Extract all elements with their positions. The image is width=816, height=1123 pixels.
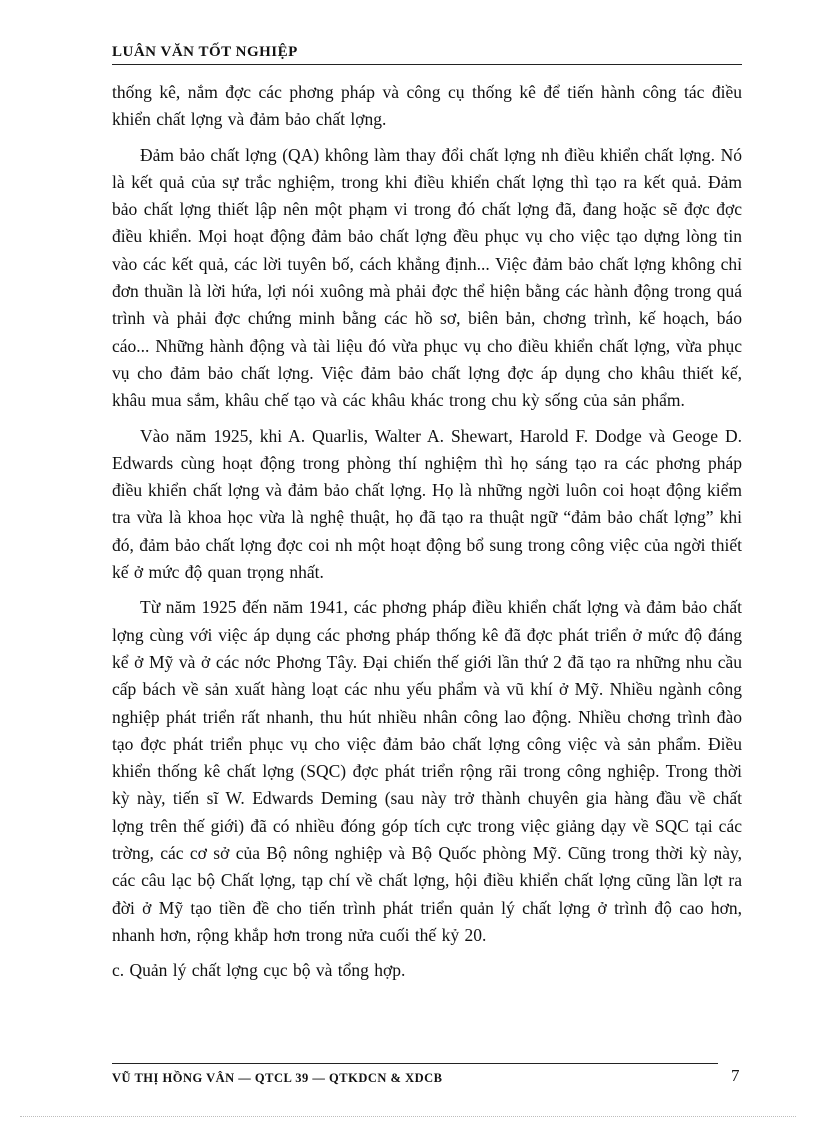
section-heading: c. Quản lý chất lợng cục bộ và tổng hợp.	[112, 960, 406, 981]
header-title: LUÂN VĂN TỐT NGHIỆP	[112, 44, 298, 60]
paragraph-history-1925-1941: Từ năm 1925 đến năm 1941, các phơng pháp điều khiển chất lợng và đảm bảo chất lợng cùng với việc áp dụng các phơng pháp thống kê đã đợc phát triển ở mức độ đáng kể ở Mỹ và ở các nớc Phơng Tây. Đại chiến thế giới lần thứ 2 đã tạo ra những nhu cầu cấp bách về sản xuất hàng loạt các nhu yếu phẩm và vũ khí ở Mỹ. Nhiều ngành công nghiệp phát triển rất nhanh, thu hút nhiều nhân công lao động. Nhiều chơng trình đào tạo đợc phát triển phục vụ cho việc đảm bảo chất lợng công việc và sản phẩm. Điều khiển thống kê chất lợng (SQC) đợc phát triển rộng rãi trong công nghiệp. Trong thời kỳ này, tiến sĩ W. Edwards Deming (sau này trở thành chuyên gia hàng đầu về chất lợng trên thế giới) đã có nhiều đóng góp tích cực trong việc giảng dạy về SQC tại các trờng, các cơ sở của Bộ nông nghiệp và Bộ Quốc phòng Mỹ. Cũng trong thời kỳ này, các câu lạc bộ Chất lợng, tạp chí về chất lợng, hội điều khiển chất lợng cũng lần lợt ra đời ở Mỹ tạo tiền đề cho tiến trình phát triển quản lý chất lợng ở trình độ cao hơn, nhanh hơn, rộng khắp hơn trong nửa cuối thế kỷ 20.	[112, 597, 742, 945]
footer-author-line: VŨ THỊ HỒNG VÂN — QTCL 39 — QTKDCN & XDCB	[112, 1071, 443, 1085]
paragraph-history-1925: Vào năm 1925, khi A. Quarlis, Walter A. Shewart, Harold F. Dodge và Geoge D. Edwards cùng hoạt động trong phòng thí nghiệm thì họ sáng tạo ra các phơng pháp điều khiển chất lợng và đảm bảo chất lợng. Họ là những ngời luôn coi hoạt động kiểm tra vừa là khoa học vừa là nghệ thuật, họ đã tạo ra thuật ngữ “đảm bảo chất lợng” khi đó, đảm bảo chất lợng đợc coi nh một hoạt động bổ sung trong công việc của ngời thiết kế ở mức độ quan trọng nhất.	[112, 425, 742, 583]
document-body	[112, 79, 742, 993]
footer-divider	[112, 1063, 718, 1064]
page-header	[112, 44, 742, 65]
page-edge-divider	[20, 1116, 796, 1117]
page-number: 7	[731, 1066, 740, 1085]
paragraph-qa-definition: Đảm bảo chất lợng (QA) không làm thay đổi chất lợng nh điều khiển chất lợng. Nó là kết quả của sự trắc nghiệm, trong khi điều khiển chất lợng thì tạo ra kết quả. Đảm bảo chất lợng thiết lập nên một phạm vi trong đó chất lợng đã, đang hoặc sẽ đợc đợc điều khiển. Mọi hoạt động đảm bảo chất lợng đều phục vụ cho việc tạo dựng lòng tin vào các kết quả, các lời tuyên bố, cách khẳng định... Việc đảm bảo chất lợng không chỉ đơn thuần là lời hứa, lợi nói xuông mà phải đợc thể hiện bằng các hành động trong quá trình và phải đợc chứng minh bằng các hồ sơ, biên bản, chơng trình, kế hoạch, báo cáo... Những hành động và tài liệu đó vừa phục vụ cho điều khiển chất lợng, vừa phục vụ cho đảm bảo chất lợng. Việc đảm bảo chất lợng đợc áp dụng cho khâu thiết kế, khâu mua sắm, khâu chế tạo và các khâu khác trong chu kỳ sống của sản phẩm.	[112, 144, 742, 411]
paragraph-continuation: thống kê, nắm đợc các phơng pháp và công cụ thống kê để tiến hành công tác điều khiển chất lợng và đảm bảo chất lợng.	[112, 82, 742, 130]
